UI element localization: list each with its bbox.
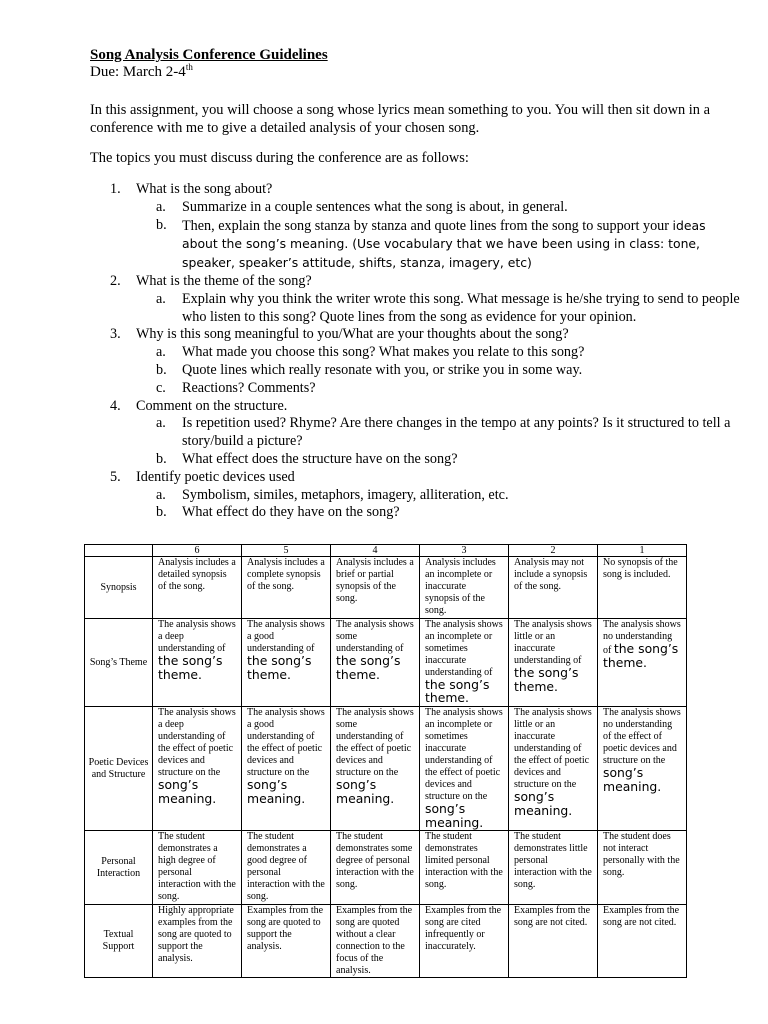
subtopic-text: Symbolism, similes, metaphors, imagery, alliteration, etc.	[182, 486, 509, 503]
topic-body	[136, 273, 740, 326]
rubric-cell	[153, 831, 242, 905]
rubric-cell	[331, 557, 420, 619]
rubric-cell-handwritten: song’s meaning.	[514, 788, 573, 818]
rubric-cell-text: Analysis includes a detailed synopsis of the song.	[158, 557, 236, 592]
subtopic-letter: a.	[156, 486, 166, 503]
subtopic-text: Summarize in a couple sentences what the song is about, in general.	[182, 198, 568, 215]
subtopic-body	[182, 344, 740, 362]
subtopic-item	[156, 380, 740, 398]
subtopic-letter: a.	[156, 198, 166, 215]
subtopic-text: Is repetition used? Rhyme? Are there changes in the tempo at any points? Is it structured to tell a story/build a picture?	[182, 415, 731, 450]
rubric-cell-handwritten: song’s meaning.	[425, 800, 484, 830]
rubric-cell	[509, 831, 598, 905]
rubric-cell-text: Examples from the song are quoted to support the analysis.	[247, 905, 324, 953]
subtopic-handwritten-text: ideas about the song’s meaning. (Use vocabulary that we have been using in class: tone, speaker, speaker’s attitude, shifts, stanza, imagery, etc)	[182, 217, 706, 271]
subtopic-item	[156, 504, 740, 522]
subtopic-text: Reactions? Comments?	[182, 379, 316, 396]
rubric-cell-text: The student demonstrates limited personal interaction with the song.	[425, 831, 503, 891]
topic-body	[136, 398, 740, 469]
subtopic-item	[156, 344, 740, 362]
rubric-cell-handwritten: the song’s theme.	[425, 676, 490, 706]
rubric-cell	[242, 905, 331, 977]
rubric-score-label: 2	[509, 545, 598, 557]
rubric-cell	[598, 707, 687, 831]
rubric-cell-handwritten: the song’s theme.	[336, 652, 401, 682]
rubric-cell-text: The student demonstrates some degree of personal interaction with the song.	[336, 831, 414, 891]
subtopic-letter: a.	[156, 415, 166, 432]
rubric-cell-text: Analysis includes an incomplete or inaccurate synopsis of the song.	[425, 557, 496, 616]
rubric-cell-text: Examples from the song are quoted without a clear connection to the focus of the analysis.	[336, 905, 413, 976]
rubric-cell	[153, 557, 242, 619]
rubric-cell	[420, 831, 509, 905]
rubric-cell-text: The analysis shows no understanding of	[603, 619, 681, 656]
rubric-cell	[420, 905, 509, 977]
rubric-cell-text: The analysis shows a good understanding of the effect of poetic devices and structure on the	[247, 707, 325, 778]
rubric-cell	[598, 905, 687, 977]
subtopic-body	[182, 291, 740, 327]
rubric-score-label: 6	[153, 545, 242, 557]
subtopic-body	[182, 362, 740, 380]
rubric-cell-handwritten: song’s meaning.	[603, 764, 662, 794]
topics-intro: The topics you must discuss during the conference are as follows:	[90, 150, 469, 166]
rubric-cell	[331, 619, 420, 707]
rubric-cell-text: The student demonstrates little personal interaction with the song.	[514, 831, 592, 891]
rubric-cell-text: The analysis shows little or an inaccurate understanding of the effect of poetic devices and structure on the	[514, 707, 592, 790]
rubric-cell	[420, 619, 509, 707]
rubric-cell	[509, 905, 598, 977]
rubric-cell	[509, 619, 598, 707]
rubric-cell-text: The student does not interact personally with the song.	[603, 831, 680, 879]
subtopic-letter: c.	[156, 379, 166, 396]
rubric-cell-text: Analysis may not include a synopsis of the song.	[514, 557, 588, 592]
rubric-row	[85, 905, 687, 977]
topic-text: Why is this song meaningful to you/What are your thoughts about the song?	[136, 326, 569, 343]
topic-text: Identify poetic devices used	[136, 468, 295, 485]
rubric-cell	[331, 707, 420, 831]
rubric-category: Poetic Devices and Structure	[85, 707, 153, 831]
subtopic-letter: b.	[156, 504, 167, 521]
rubric-cell-text: Analysis includes a brief or partial synopsis of the song.	[336, 557, 414, 604]
subtopic-body	[182, 380, 740, 398]
rubric-cell-handwritten: the song’s theme.	[158, 652, 223, 682]
rubric-cell-handwritten: song’s meaning.	[336, 776, 395, 806]
rubric-score-label: 3	[420, 545, 509, 557]
rubric-cell-text: No synopsis of the song is included.	[603, 557, 678, 580]
subtopic-item	[156, 415, 740, 451]
subtopic-text: What effect does the structure have on the song?	[182, 450, 458, 467]
topic-body	[136, 181, 740, 273]
rubric-category: Textual Support	[85, 905, 153, 977]
subtopic-item	[156, 451, 740, 469]
subtopic-body	[182, 217, 740, 273]
subtopic-text: Quote lines which really resonate with you, or strike you in some way.	[182, 361, 583, 378]
subtopic-body	[182, 487, 740, 505]
subtopic-letter: a.	[156, 290, 166, 307]
topic-text: Comment on the structure.	[136, 397, 288, 414]
rubric-cell-text: The analysis shows an incomplete or sometimes inaccurate understanding of	[425, 619, 503, 678]
topic-text: What is the song about?	[136, 181, 273, 197]
rubric-cell	[242, 831, 331, 905]
rubric-cell-text: The analysis shows a good understanding of	[247, 619, 325, 654]
topic-item	[110, 181, 740, 273]
rubric-category: Personal Interaction	[85, 831, 153, 905]
rubric-cell-text: Examples from the song are not cited.	[514, 905, 591, 929]
rubric-cell	[153, 905, 242, 977]
subtopic-item	[156, 291, 740, 327]
subtopic-text: Then, explain the song stanza by stanza and quote lines from the song to support your	[182, 217, 669, 234]
rubric-cell-text: The analysis shows some understanding of the effect of poetic devices and structure on the	[336, 707, 414, 778]
intro-paragraph: In this assignment, you will choose a song whose lyrics mean something to you. You will then sit down in a conference with me to give a detailed analysis of your chosen song.	[90, 102, 710, 136]
rubric-cell	[509, 707, 598, 831]
rubric-category: Song’s Theme	[85, 619, 153, 707]
rubric-row	[85, 619, 687, 707]
rubric-cell-text: Examples from the song are not cited.	[603, 905, 680, 929]
rubric-cell	[598, 557, 687, 619]
due-date-suffix: th	[185, 62, 193, 72]
rubric-cell	[598, 831, 687, 905]
subtopic-letter: a.	[156, 344, 166, 361]
rubric-cell-text: Highly appropriate examples from the song are quoted to support the analysis.	[158, 905, 234, 965]
topic-number: 3.	[110, 326, 121, 343]
rubric-cell-text: The analysis shows an incomplete or sometimes inaccurate understanding of the effect of poetic devices and structure on the	[425, 707, 503, 802]
rubric-row	[85, 557, 687, 619]
rubric-cell	[153, 619, 242, 707]
rubric-cell-text: The analysis shows little or an inaccurate understanding of	[514, 619, 592, 666]
rubric-cell-text: The student demonstrates a good degree of personal interaction with the song.	[247, 831, 325, 902]
rubric-cell	[420, 557, 509, 619]
rubric-cell	[420, 707, 509, 831]
rubric-cell-text: Examples from the song are cited infrequently or inaccurately.	[425, 905, 502, 953]
topic-number: 5.	[110, 468, 121, 485]
rubric-cell	[242, 707, 331, 831]
due-date	[90, 64, 193, 81]
rubric-cell-text: Analysis includes a complete synopsis of the song.	[247, 557, 325, 592]
rubric-cell-handwritten: the song’s theme.	[247, 652, 312, 682]
rubric-cell-handwritten: song’s meaning.	[247, 776, 306, 806]
rubric-row	[85, 831, 687, 905]
subtopic-item	[156, 362, 740, 380]
subtopic-item	[156, 217, 740, 273]
subtopic-letter: b.	[156, 450, 167, 467]
topic-number: 1.	[110, 181, 121, 197]
rubric-cell	[509, 557, 598, 619]
topic-item	[110, 273, 740, 326]
rubric-cell	[331, 905, 420, 977]
due-date-text: Due: March 2-4	[90, 64, 186, 80]
rubric-score-label: 1	[598, 545, 687, 557]
rubric-corner-cell	[85, 545, 153, 557]
document-title: Song Analysis Conference Guidelines	[90, 47, 328, 63]
subtopic-text: What effect do they have on the song?	[182, 504, 400, 521]
topic-number: 2.	[110, 272, 121, 289]
topic-item	[110, 326, 740, 397]
rubric-cell-handwritten: the song’s theme.	[603, 640, 679, 670]
rubric-table	[84, 544, 687, 978]
topic-item	[110, 398, 740, 469]
rubric-cell-handwritten: song’s meaning.	[158, 776, 217, 806]
rubric-cell-text: The analysis shows a deep understanding of the effect of poetic devices and structure on the	[158, 707, 236, 778]
rubric-cell	[598, 619, 687, 707]
rubric-cell-text: The analysis shows no understanding of the effect of poetic devices and structure on the	[603, 707, 681, 766]
rubric-cell-handwritten: the song’s theme.	[514, 664, 579, 694]
subtopic-text: What made you choose this song? What makes you relate to this song?	[182, 344, 585, 361]
topic-body	[136, 326, 740, 397]
subtopic-item	[156, 199, 740, 217]
rubric-cell	[242, 619, 331, 707]
subtopic-letter: b.	[156, 361, 167, 378]
subtopic-body	[182, 504, 740, 522]
subtopic-body	[182, 199, 740, 217]
rubric-row	[85, 707, 687, 831]
rubric-cell-text: The analysis shows a deep understanding of	[158, 619, 236, 654]
rubric-cell-text: The analysis shows some understanding of	[336, 619, 414, 654]
rubric-cell	[153, 707, 242, 831]
subtopic-letter: b.	[156, 216, 167, 233]
topic-text: What is the theme of the song?	[136, 272, 312, 289]
subtopic-item	[156, 487, 740, 505]
rubric-cell	[331, 831, 420, 905]
topic-number: 4.	[110, 397, 121, 414]
topics-list	[110, 181, 740, 522]
subtopic-body	[182, 451, 740, 469]
subtopic-text: Explain why you think the writer wrote this song. What message is he/she trying to send to people who listen to this song? Quote lines from the song as evidence for your opinion.	[182, 290, 740, 325]
rubric-score-header	[85, 545, 687, 557]
rubric-score-label: 4	[331, 545, 420, 557]
rubric-cell-text: The student demonstrates a high degree of personal interaction with the song.	[158, 831, 236, 902]
rubric-score-label: 5	[242, 545, 331, 557]
topic-item	[110, 469, 740, 522]
subtopic-body	[182, 415, 740, 451]
topic-body	[136, 469, 740, 522]
rubric-cell	[242, 557, 331, 619]
rubric-category: Synopsis	[85, 557, 153, 619]
